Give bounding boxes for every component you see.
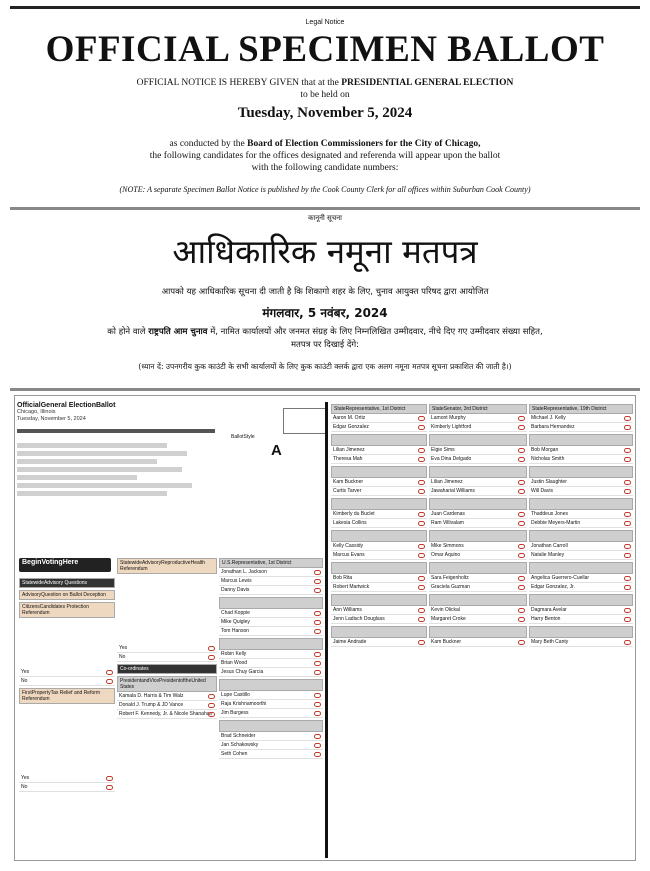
vote-oval[interactable] — [624, 521, 631, 526]
vote-oval[interactable] — [314, 652, 321, 657]
vote-oval[interactable] — [418, 416, 425, 421]
candidate-row[interactable]: Kam Buckner — [429, 638, 527, 647]
vote-oval[interactable] — [314, 588, 321, 593]
vote-oval[interactable] — [418, 512, 425, 517]
section-header: Co-ordinates — [117, 664, 217, 674]
candidate-row[interactable]: Edgar Gonzalez — [331, 423, 427, 432]
candidate-row[interactable]: Marcus Evans — [331, 551, 427, 560]
vote-oval[interactable] — [518, 489, 525, 494]
candidate-row[interactable]: Sara Feigenholtz — [429, 574, 527, 583]
candidate-row[interactable]: Kimberly Lightford — [429, 423, 527, 432]
state-rep-column — [331, 402, 427, 647]
candidate-row[interactable]: Angelica Guerrero-Cuellar — [529, 574, 633, 583]
candidate-row[interactable]: Elgie Sims — [429, 446, 527, 455]
candidate-row[interactable]: Mike Simmons — [429, 542, 527, 551]
candidate-row[interactable]: Margaret Croke — [429, 615, 527, 624]
president-column — [117, 556, 217, 719]
vote-oval[interactable] — [624, 544, 631, 549]
candidate-row[interactable]: Michael J. Kelly — [529, 414, 633, 423]
candidate-row[interactable]: Curtis Tarver — [331, 487, 427, 496]
referendum-header: StatewideAdvisoryReproductiveHealth Referendum — [117, 558, 217, 574]
candidate-row[interactable]: Jesus Chuy Garcia — [219, 668, 323, 677]
candidate-row[interactable]: Aaron M. Ortiz — [331, 414, 427, 423]
candidate-row[interactable]: Dagmara Avelar — [529, 606, 633, 615]
election-notice: OFFICIAL NOTICE IS HEREBY GIVEN that at the PRESIDENTIAL GENERAL ELECTION to be held on — [136, 78, 514, 100]
office-header — [219, 638, 323, 650]
candidate-row[interactable]: Robert Martwick — [331, 583, 427, 592]
candidate-row[interactable]: Jim Burgess — [219, 709, 323, 718]
election-name: PRESIDENTIAL GENERAL ELECTION — [341, 78, 514, 88]
office-header — [331, 562, 427, 574]
office-header — [331, 594, 427, 606]
office-header — [331, 626, 427, 638]
vote-oval[interactable] — [624, 489, 631, 494]
vote-oval[interactable] — [518, 617, 525, 622]
vote-oval[interactable] — [518, 640, 525, 645]
hindi-date: मंगलवार, 5 नवंबर, 2024 — [262, 306, 388, 320]
office-header — [219, 679, 323, 691]
office-header — [529, 530, 633, 542]
vote-oval[interactable] — [518, 480, 525, 485]
office-header — [429, 594, 527, 606]
office-header — [529, 498, 633, 510]
candidate-row[interactable]: Robert F. Kennedy, Jr. & Nicole Shanahan — [117, 710, 217, 719]
vote-oval[interactable] — [418, 489, 425, 494]
office-header: StateRepresentative, 19th District — [529, 404, 633, 414]
vote-oval[interactable] — [314, 734, 321, 739]
no-option[interactable]: No — [117, 653, 217, 662]
candidate-row[interactable]: Kamala D. Harris & Tim Walz — [117, 692, 217, 701]
office-header — [331, 530, 427, 542]
office-header — [219, 597, 323, 609]
candidate-row[interactable]: Barbara Hernandez — [529, 423, 633, 432]
candidate-row[interactable]: Graciela Guzman — [429, 583, 527, 592]
vote-oval[interactable] — [314, 702, 321, 707]
candidate-row[interactable]: Brian Wood — [219, 659, 323, 668]
ballot-stub-box — [283, 408, 327, 434]
vote-oval[interactable] — [624, 608, 631, 613]
candidate-row[interactable]: Ram Villivalam — [429, 519, 527, 528]
vote-oval[interactable] — [314, 711, 321, 716]
candidate-row[interactable]: Justin Slaughter — [529, 478, 633, 487]
referendum-header: FirstPropertyTax Relief and Reform Referendum — [19, 688, 115, 704]
candidate-row[interactable]: Seth Cohen — [219, 750, 323, 759]
election-date: Tuesday, November 5, 2024 — [237, 105, 413, 121]
vote-oval[interactable] — [314, 579, 321, 584]
hindi-notice: आपको यह आधिकारिक सूचना दी जाती है कि शिकागो शहर के लिए, चुनाव आयुक्त परिषद द्वारा आयोजित — [161, 287, 489, 297]
candidate-row[interactable]: Jonathan Carroll — [529, 542, 633, 551]
referendum-header: AdvisoryQuestion on Ballot Deception — [19, 590, 115, 600]
candidate-row[interactable]: Donald J. Trump & JD Vance — [117, 701, 217, 710]
candidate-row[interactable]: Edgar Gonzalez, Jr. — [529, 583, 633, 592]
candidate-row[interactable]: Jenn Ladisch Douglass — [331, 615, 427, 624]
vote-oval[interactable] — [518, 448, 525, 453]
yes-option[interactable]: Yes — [19, 774, 115, 783]
suburban-note: (NOTE: A separate Specimen Ballot Notice is published by the Cook County Clerk for all offices within Suburban Cook County) — [119, 185, 531, 194]
candidate-row[interactable]: Will Davis — [529, 487, 633, 496]
office-header — [529, 626, 633, 638]
office-header — [331, 498, 427, 510]
candidate-row[interactable]: Nicholas Smith — [529, 455, 633, 464]
candidate-row[interactable]: Tom Hanson — [219, 627, 323, 636]
candidate-row[interactable]: Kimberly du Buclet — [331, 510, 427, 519]
vote-oval[interactable] — [518, 416, 525, 421]
state-rep-column-2 — [529, 402, 633, 647]
candidate-row[interactable]: Lilian Jimenez — [331, 446, 427, 455]
vote-oval[interactable] — [314, 752, 321, 757]
vote-oval[interactable] — [624, 457, 631, 462]
vote-oval[interactable] — [624, 416, 631, 421]
state-senate-column — [429, 402, 527, 647]
section-divider — [10, 207, 640, 210]
vote-oval[interactable] — [314, 743, 321, 748]
vote-oval[interactable] — [624, 480, 631, 485]
vote-oval[interactable] — [624, 576, 631, 581]
section-divider — [10, 388, 640, 391]
vote-oval[interactable] — [418, 585, 425, 590]
vote-oval[interactable] — [518, 585, 525, 590]
office-header: U.S.Representative, 1st District — [219, 558, 323, 568]
office-header — [219, 720, 323, 732]
referendum-header: CitizensCandidates Protection Referendum — [19, 602, 115, 618]
office-header — [429, 498, 527, 510]
vote-oval[interactable] — [418, 425, 425, 430]
no-option[interactable]: No — [19, 677, 115, 686]
vote-oval[interactable] — [624, 448, 631, 453]
candidate-row[interactable]: Chad Koppie — [219, 609, 323, 618]
candidate-row[interactable]: Natalie Manley — [529, 551, 633, 560]
conducted-by-text: as conducted by the Board of Election Commissioners for the City of Chicago, the following candidates for the offices designated and referenda will appear upon the ballot with the following candidate numbers: — [149, 139, 501, 173]
vote-oval[interactable] — [518, 553, 525, 558]
hindi-conducted-text: को होने वाले राष्ट्रपति आम चुनाव में, नामित कार्यालयों और जनमत संग्रह के लिए निम्नलिखित उम्मीदवार, नीचे दिए गए उम्मीदवार संख्या सहित, मतपत्र पर दिखाई देंगे: — [107, 327, 543, 350]
candidate-row[interactable]: Mary Beth Canty — [529, 638, 633, 647]
top-border — [10, 6, 640, 9]
candidate-row[interactable]: Eva Dina Delgado — [429, 455, 527, 464]
candidate-row[interactable]: Brad Schneider — [219, 732, 323, 741]
ballot-style-label: BallotStyle — [231, 434, 255, 440]
office-header — [429, 434, 527, 446]
vote-oval[interactable] — [624, 425, 631, 430]
vote-oval[interactable] — [624, 617, 631, 622]
vote-oval[interactable] — [624, 553, 631, 558]
vote-oval[interactable] — [418, 521, 425, 526]
candidate-row[interactable]: Juan Cardenas — [429, 510, 527, 519]
candidate-row[interactable]: Debbie Meyers-Martin — [529, 519, 633, 528]
vote-oval[interactable] — [418, 553, 425, 558]
candidate-row[interactable]: Jawaharial Williams — [429, 487, 527, 496]
candidate-row[interactable]: Harry Benton — [529, 615, 633, 624]
vote-oval[interactable] — [518, 544, 525, 549]
vote-oval[interactable] — [518, 425, 525, 430]
hindi-note: (ध्यान दें: उपनगरीय कुक काउंटी के सभी कार्यालयों के लिए कुक काउंटी क्लर्क द्वारा एक अलग नमूना मतपत्र सूचना प्रकाशित की जाती है।) — [138, 362, 512, 371]
representative-column — [219, 556, 323, 759]
office-header: StateRepresentative, 1st District — [331, 404, 427, 414]
office-header — [429, 466, 527, 478]
candidate-row[interactable]: Jan Schakowsky — [219, 741, 323, 750]
candidate-row[interactable]: Robin Kelly — [219, 650, 323, 659]
vote-oval[interactable] — [418, 608, 425, 613]
vote-oval[interactable] — [518, 576, 525, 581]
candidate-row[interactable]: Lakesia Collins — [331, 519, 427, 528]
vote-oval[interactable] — [314, 629, 321, 634]
candidate-row[interactable]: Mike Quigley — [219, 618, 323, 627]
ballot-center-divider — [325, 402, 328, 858]
candidate-row[interactable]: Omar Aquino — [429, 551, 527, 560]
ballot-style-letter: A — [271, 442, 282, 459]
vote-oval[interactable] — [624, 512, 631, 517]
vote-oval[interactable] — [518, 512, 525, 517]
office-header — [331, 434, 427, 446]
office-header — [429, 562, 527, 574]
vote-oval[interactable] — [418, 544, 425, 549]
candidate-row[interactable]: Ann Williams — [331, 606, 427, 615]
ballot-instructions: OfficialGeneral ElectionBallot Chicago, Illinois Tuesday, November 5, 2024 — [17, 402, 215, 499]
office-header — [429, 530, 527, 542]
vote-oval[interactable] — [518, 608, 525, 613]
vote-oval[interactable] — [418, 640, 425, 645]
specimen-ballot-image — [14, 395, 636, 861]
yes-option[interactable]: Yes — [117, 644, 217, 653]
office-header: PresidentandVicePresidentoftheUnited States — [117, 676, 217, 692]
office-header — [529, 434, 633, 446]
referenda-column — [19, 576, 115, 792]
vote-oval[interactable] — [418, 617, 425, 622]
candidate-row[interactable]: Bob Morgan — [529, 446, 633, 455]
vote-oval[interactable] — [418, 480, 425, 485]
vote-oval[interactable] — [314, 693, 321, 698]
vote-oval[interactable] — [314, 611, 321, 616]
vote-oval[interactable] — [314, 661, 321, 666]
candidate-row[interactable]: Lilian Jimenez — [429, 478, 527, 487]
vote-oval[interactable] — [624, 585, 631, 590]
ballot-title: OfficialGeneral ElectionBallot — [17, 402, 116, 409]
referendum-header: StatewideAdvisory Questions — [19, 578, 115, 588]
vote-oval[interactable] — [624, 640, 631, 645]
legal-notice-label: Legal Notice — [305, 19, 345, 26]
candidate-row[interactable]: Danny Davis — [219, 586, 323, 595]
candidate-row[interactable]: Jaime Andrade — [331, 638, 427, 647]
office-header — [331, 466, 427, 478]
no-option[interactable]: No — [19, 783, 115, 792]
office-header — [429, 626, 527, 638]
office-header — [529, 466, 633, 478]
yes-option[interactable]: Yes — [19, 668, 115, 677]
candidate-row[interactable]: Kevin Olickal — [429, 606, 527, 615]
vote-oval[interactable] — [314, 620, 321, 625]
candidate-row[interactable]: Lupe Castillo — [219, 691, 323, 700]
office-header — [529, 594, 633, 606]
vote-oval[interactable] — [314, 570, 321, 575]
vote-oval[interactable] — [418, 457, 425, 462]
candidate-row[interactable]: Kam Buckner — [331, 478, 427, 487]
candidate-row[interactable]: Marcus Lewis — [219, 577, 323, 586]
candidate-row[interactable]: Thaddeus Jones — [529, 510, 633, 519]
vote-oval[interactable] — [518, 457, 525, 462]
begin-voting-banner: BeginVotingHere — [19, 558, 111, 572]
hindi-title: आधिकारिक नमूना मतपत्र — [172, 232, 478, 271]
hindi-legal-notice: कानूनी सूचना — [308, 214, 342, 222]
vote-oval[interactable] — [418, 576, 425, 581]
vote-oval[interactable] — [518, 521, 525, 526]
candidate-row[interactable]: Bob Rita — [331, 574, 427, 583]
candidate-row[interactable]: Theresa Mah — [331, 455, 427, 464]
page-title: OFFICIAL SPECIMEN BALLOT — [45, 29, 605, 70]
vote-oval[interactable] — [314, 670, 321, 675]
candidate-row[interactable]: Kelly Cassidy — [331, 542, 427, 551]
office-header — [529, 562, 633, 574]
office-header: StateSenator, 3rd District — [429, 404, 527, 414]
vote-oval[interactable] — [418, 448, 425, 453]
candidate-row[interactable]: Lamont Murphy — [429, 414, 527, 423]
candidate-row[interactable]: Jonathan L. Jackson — [219, 568, 323, 577]
candidate-row[interactable]: Raja Krishnamoorthi — [219, 700, 323, 709]
